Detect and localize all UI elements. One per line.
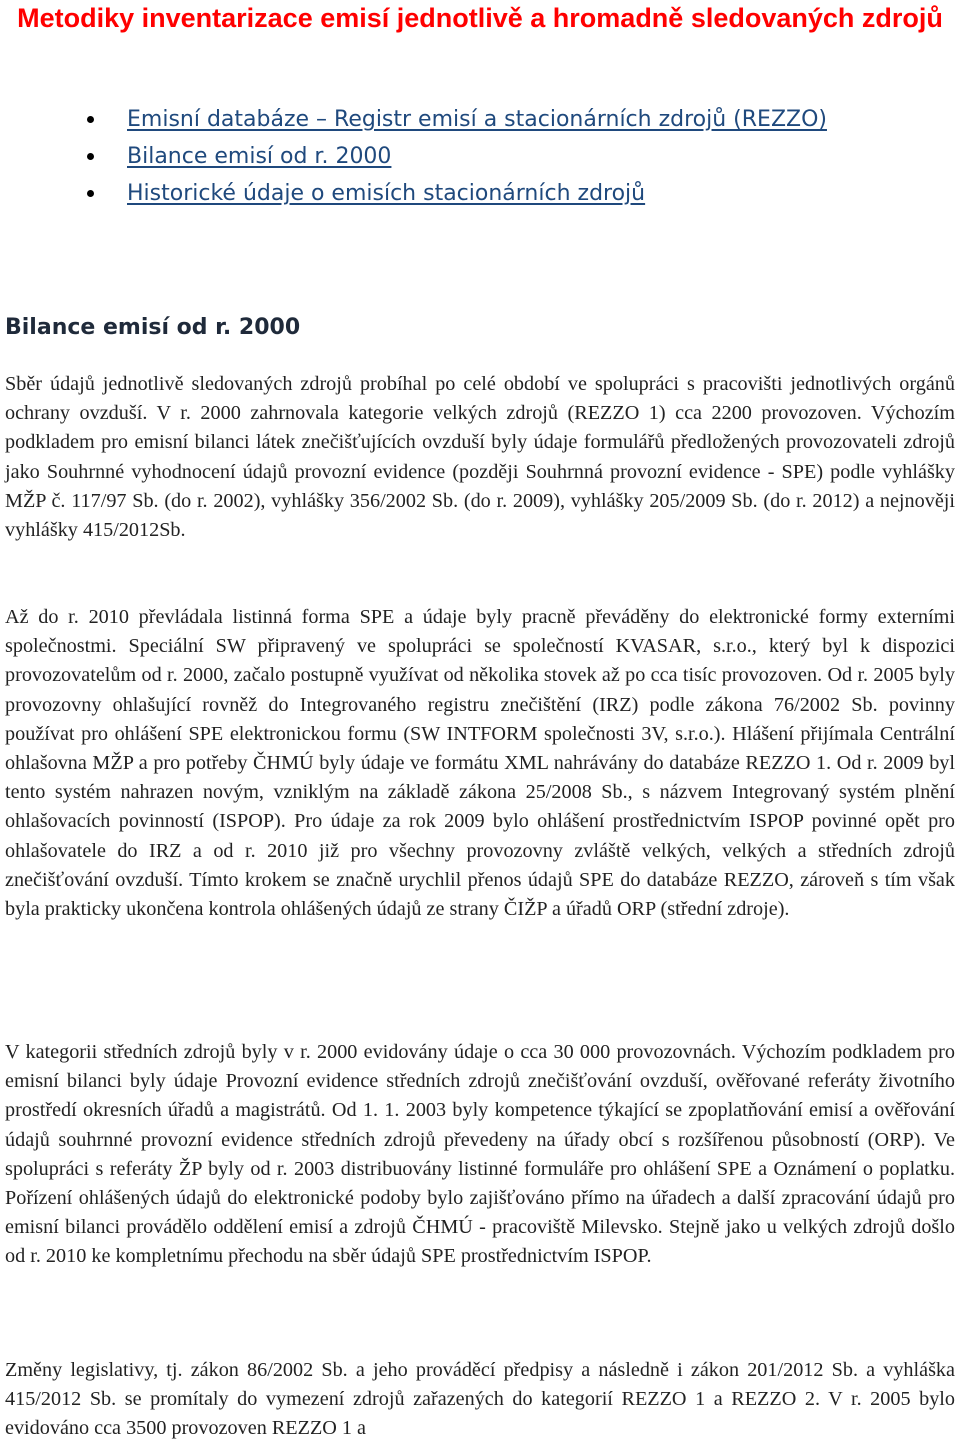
toc-item-bilance-emisi [0, 138, 827, 175]
bullet-icon [87, 190, 94, 197]
toc-item-historicke-udaje [0, 175, 827, 212]
bullet-icon [87, 153, 94, 160]
toc-link-historicke-udaje[interactable]: Historické údaje o emisích stacionárních zdrojů [127, 181, 646, 206]
section-heading: Bilance emisí od r. 2000 [5, 315, 301, 340]
page-title: Metodiky inventarizace emisí jednotlivě a hromadně sledovaných zdrojů [17, 3, 943, 33]
paragraph: Změny legislativy, tj. zákon 86/2002 Sb. a jeho prováděcí předpisy a následně i zákon 201/2012 Sb. a vyhláška 415/2012 Sb. se promítaly do vymezení zdrojů zařazených do kategorií REZZO 1 a REZZO 2. V r. 2005 bylo evidováno cca 3500 provozoven REZZO 1 a [5, 1359, 955, 1440]
toc-list [0, 101, 827, 212]
toc-link-emisni-databaze[interactable]: Emisní databáze – Registr emisí a stacionárních zdrojů (REZZO) [127, 107, 827, 132]
toc-item-emisni-databaze [0, 101, 827, 138]
paragraph: Až do r. 2010 převládala listinná forma SPE a údaje byly pracně převáděny do elektronické formy externími společnostmi. Speciální SW připravený ve spolupráci se společností KVASAR, s.r.o., který byl k dispozici provozovatelům od r. 2000, začalo postupně využívat od několika stovek až po cca tisíc provozoven. Od r. 2005 byly provozovny ohlašující rovněž do Integrovaného registru znečištění (IRZ) podle zákona 76/2002 Sb. povinny používat pro ohlášení SPE elektronickou formu (SW INTFORM společnosti 3V, s.r.o.). Hlášení přijímala Centrální ohlašovna MŽP a pro potřeby ČHMÚ byly údaje ve formátu XML nahrávány do databáze REZZO 1. Od r. 2009 byl tento systém nahrazen novým, vzniklým na základě zákona 25/2008 Sb., s názvem Integrovaný systém plnění ohlašovacích povinností (ISPOP). Pro údaje za rok 2009 bylo ohlášení prostřednictvím ISPOP povinné opět pro ohlašovatele do IRZ a od r. 2010 již pro všechny provozovny zvláště velkých, velkých a středních zdrojů znečišťování ovzduší. Tímto krokem se značně urychlil přenos údajů SPE do databáze REZZO, zároveň s tím však byla prakticky ukončena kontrola ohlášených údajů ze strany ČIŽP a úřadů ORP (střední zdroje). [5, 606, 955, 921]
bullet-icon [87, 116, 94, 123]
paragraph: V kategorii středních zdrojů byly v r. 2000 evidovány údaje o cca 30 000 provozovnách. Výchozím podkladem pro emisní bilanci byly údaje Provozní evidence středních zdrojů znečišťování ovzduší, ověřované referáty životního prostředí okresních úřadů a magistrátů. Od 1. 1. 2003 byly kompetence týkající se zpoplatňování emisí a ověřování údajů souhrnné provozní evidence středních zdrojů převedeny na úřady obcí s rozšířenou působností (ORP). Ve spolupráci s referáty ŽP byly od r. 2003 distribuovány listinné formuláře pro ohlášení SPE a Oznámení o poplatku. Pořízení ohlášených údajů do elektronické podoby bylo zajišťováno přímo na úřadech a další zpracování údajů pro emisní bilanci provádělo oddělení emisí a zdrojů ČHMÚ - pracoviště Milevsko. Stejně jako u velkých zdrojů došlo od r. 2010 ke kompletnímu přechodu na sběr údajů SPE prostřednictvím ISPOP. [5, 1041, 955, 1268]
paragraph: Sběr údajů jednotlivě sledovaných zdrojů probíhal po celé období ve spolupráci s pracovišti jednotlivých orgánů ochrany ovzduší. V r. 2000 zahrnovala kategorie velkých zdrojů (REZZO 1) cca 2200 provozoven. Výchozím podkladem pro emisní bilanci látek znečišťujících ovzduší byly údaje formulářů předložených provozovateli zdrojů jako Souhrnné vyhodnocení údajů provozní evidence (později Souhrnná provozní evidence - SPE) podle vyhlášky MŽP č. 117/97 Sb. (do r. 2002), vyhlášky 356/2002 Sb. (do r. 2009), vyhlášky 205/2009 Sb. (do r. 2012) a nejnověji vyhlášky 415/2012Sb. [5, 373, 955, 542]
toc-link-bilance-emisi[interactable]: Bilance emisí od r. 2000 [127, 144, 392, 169]
